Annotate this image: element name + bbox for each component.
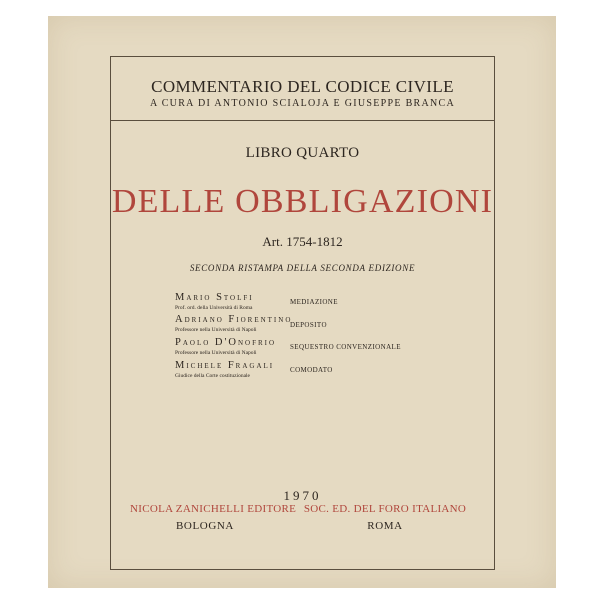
editors-line: A CURA DI ANTONIO SCIALOJA E GIUSEPPE BRANCA	[149, 98, 456, 109]
author-name: Mario Stolfi	[175, 292, 254, 303]
volume-label: LIBRO QUARTO	[245, 145, 360, 161]
author-role: Professore nella Università di Napoli	[175, 350, 257, 356]
header-divider	[110, 120, 495, 121]
author-name: Michele Fragali	[175, 360, 275, 371]
author-subject: COMODATO	[290, 366, 333, 374]
edition-note: SECONDA RISTAMPA DELLA SECONDA EDIZIONE	[189, 263, 416, 273]
author-role: Professore nella Università di Napoli	[175, 327, 257, 333]
series-title: COMMENTARIO DEL CODICE CIVILE	[151, 77, 454, 96]
author-role: Giudice della Corte costituzionale	[175, 373, 250, 379]
author-name: Paolo D'Onofrio	[175, 337, 277, 348]
publication-year: 1970	[283, 488, 322, 503]
author-name: Adriano Fiorentino	[175, 314, 293, 325]
publisher-city: ROMA	[367, 520, 403, 532]
publisher-city: BOLOGNA	[176, 520, 234, 532]
articles-range: Art. 1754-1812	[262, 234, 343, 249]
author-subject: SEQUESTRO CONVENZIONALE	[290, 343, 401, 351]
author-role: Prof. ord. della Università di Roma	[175, 305, 253, 311]
author-subject: MEDIAZIONE	[290, 298, 338, 306]
publisher-name: SOC. ED. DEL FORO ITALIANO	[303, 503, 467, 515]
author-subject: DEPOSITO	[290, 321, 327, 329]
book-title: DELLE OBBLIGAZIONI	[111, 183, 494, 220]
publisher-name: NICOLA ZANICHELLI EDITORE	[130, 503, 297, 515]
